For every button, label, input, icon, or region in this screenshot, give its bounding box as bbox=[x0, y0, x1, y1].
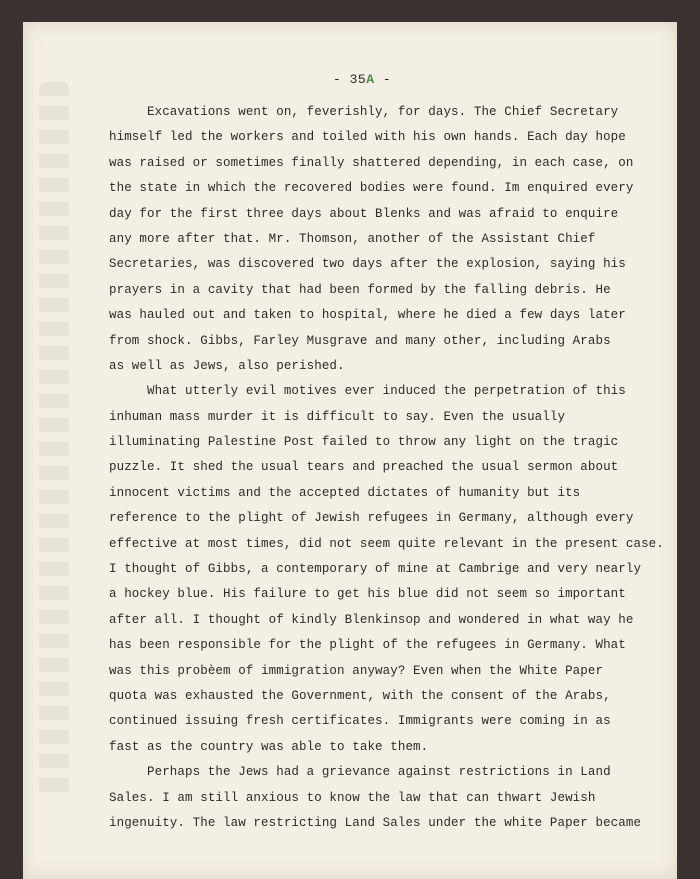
text-line: has been responsible for the plight of the refugees in Germany. What bbox=[109, 638, 626, 653]
text-line: was raised or sometimes finally shattered depending, in each case, on bbox=[109, 155, 634, 170]
text-line: Perhaps the Jews had a grievance against restrictions in Land bbox=[147, 765, 611, 780]
text-line: any more after that. Mr. Thomson, another of the Assistant Chief bbox=[109, 231, 596, 246]
text-line: inhuman mass murder it is difficult to say. Even the usually bbox=[109, 409, 566, 424]
text-line: himself led the workers and toiled with his own hands. Each day hope bbox=[109, 130, 626, 145]
typed-page bbox=[23, 22, 677, 879]
text-line: day for the first three days about Blenks and was afraid to enquire bbox=[109, 206, 619, 221]
page-number-annotation: A bbox=[366, 72, 375, 87]
body-text bbox=[109, 100, 669, 836]
text-line: continued issuing fresh certificates. Immigrants were coming in as bbox=[109, 714, 611, 729]
text-line: Excavations went on, feverishly, for days. The Chief Secretary bbox=[147, 105, 619, 119]
text-line: Secretaries, was discovered two days after the explosion, saying his bbox=[109, 257, 626, 272]
text-line: illuminating Palestine Post failed to throw any light on the tragic bbox=[109, 435, 619, 450]
text-line: from shock. Gibbs, Farley Musgrave and many other, including Arabs bbox=[109, 333, 611, 348]
text-line: a hockey blue. His failure to get his blue did not seem so important bbox=[109, 587, 626, 602]
text-line: reference to the plight of Jewish refugees in Germany, although every bbox=[109, 511, 634, 526]
text-line: quota was exhausted the Government, with the consent of the Arabs, bbox=[109, 688, 611, 703]
page-number-prefix: - 35 bbox=[333, 72, 367, 87]
text-line: ingenuity. The law restricting Land Sales under the white Paper became bbox=[109, 815, 642, 830]
text-line: fast as the country was able to take them. bbox=[109, 739, 429, 754]
text-line: the state in which the recovered bodies were found. Im enquired every bbox=[109, 181, 634, 196]
text-line: prayers in a cavity that had been formed by the falling debris. He bbox=[109, 282, 611, 297]
text-line: What utterly evil motives ever induced the perpetration of this bbox=[147, 384, 626, 399]
text-line: was this probèem of immigration anyway? Even when the White Paper bbox=[109, 663, 604, 678]
text-line: innocent victims and the accepted dictates of humanity but its bbox=[109, 485, 581, 500]
text-line: puzzle. It shed the usual tears and preached the usual sermon about bbox=[109, 460, 619, 475]
text-line: as well as Jews, also perished. bbox=[109, 358, 345, 373]
text-line: after all. I thought of kindly Blenkinsop and wondered in what way he bbox=[109, 612, 634, 627]
text-line: Sales. I am still anxious to know the law that can thwart Jewish bbox=[109, 790, 596, 805]
text-line: was hauled out and taken to hospital, where he died a few days later bbox=[109, 308, 626, 323]
text-line: effective at most times, did not seem quite relevant in the present case. bbox=[109, 536, 664, 551]
page-number-suffix: - bbox=[374, 72, 392, 87]
bleed-through-marks bbox=[39, 82, 69, 802]
text-line: I thought of Gibbs, a contemporary of mine at Cambrige and very nearly bbox=[109, 562, 642, 577]
page-number bbox=[333, 72, 391, 87]
